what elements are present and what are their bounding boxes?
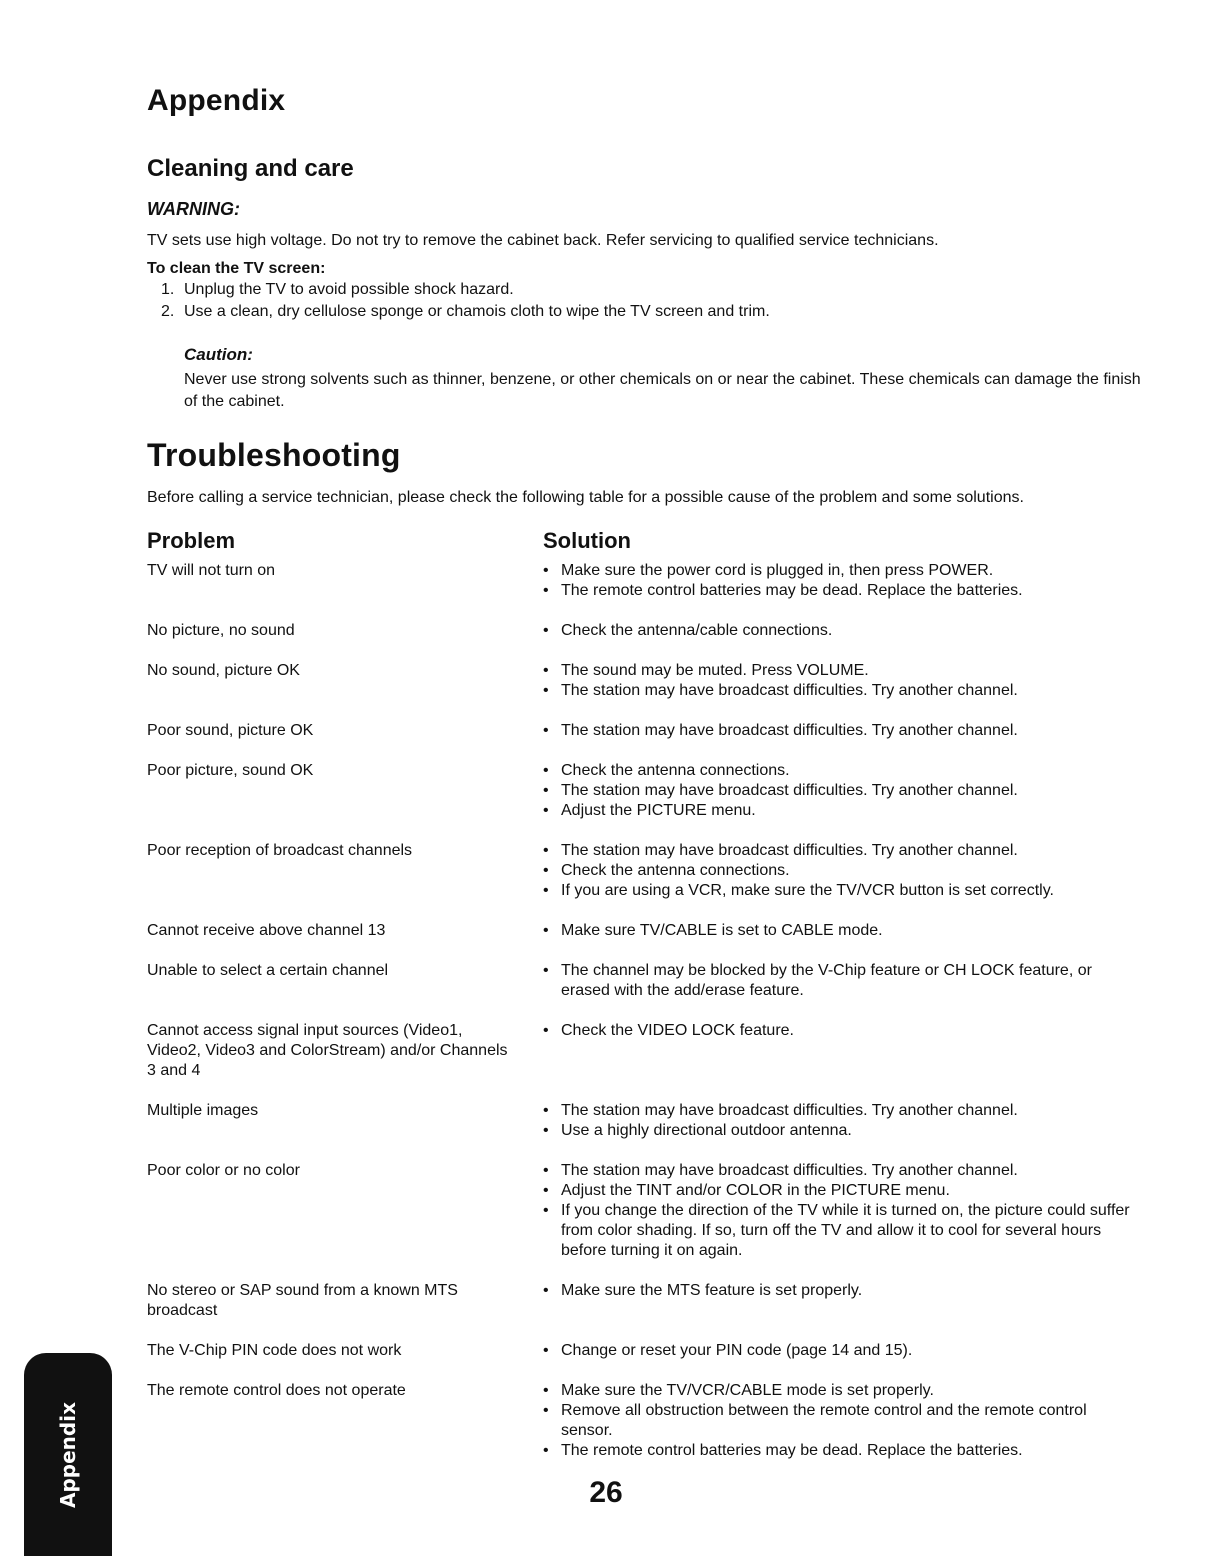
solution-text: The station may have broadcast difficulties. Try another channel.	[561, 682, 1018, 699]
step-text: Use a clean, dry cellulose sponge or chamois cloth to wipe the TV screen and trim.	[184, 303, 770, 320]
solution-item	[543, 961, 1133, 1001]
step-number: 1.	[161, 281, 175, 298]
solution-column-header: Solution	[543, 528, 631, 553]
solution-cell	[543, 561, 1133, 601]
solution-text: The remote control batteries may be dead. Replace the batteries.	[561, 582, 1023, 599]
cleaning-step	[161, 280, 770, 300]
appendix-side-tab	[24, 1353, 112, 1556]
caution-text: Never use strong solvents such as thinner, benzene, or other chemicals on or near the cabinet. These chemicals can damage the finish of the cabinet.	[184, 371, 1141, 410]
bullet-icon: •	[543, 1182, 549, 1199]
solution-text: Change or reset your PIN code (page 14 and 15).	[561, 1342, 913, 1359]
bullet-icon: •	[543, 1282, 549, 1299]
solution-item	[543, 841, 1133, 861]
solution-text: The sound may be muted. Press VOLUME.	[561, 662, 869, 679]
solution-item	[543, 1101, 1133, 1121]
page-title: Appendix	[147, 84, 286, 117]
solution-cell	[543, 721, 1133, 741]
side-tab-label: Appendix	[56, 1402, 80, 1508]
bullet-icon: •	[543, 1342, 549, 1359]
solution-item	[543, 761, 1133, 781]
bullet-icon: •	[543, 582, 549, 599]
bullet-icon: •	[543, 922, 549, 939]
solution-text: If you are using a VCR, make sure the TV/VCR button is set correctly.	[561, 882, 1054, 899]
bullet-icon: •	[543, 1122, 549, 1139]
solution-text: The station may have broadcast difficulties. Try another channel.	[561, 782, 1018, 799]
solution-cell	[543, 661, 1133, 701]
solution-text: Adjust the TINT and/or COLOR in the PICTURE menu.	[561, 1182, 950, 1199]
solution-cell	[543, 841, 1133, 901]
problem-cell: Unable to select a certain channel	[147, 962, 389, 979]
solution-item	[543, 861, 1133, 881]
troubleshooting-intro: Before calling a service technician, please check the following table for a possible cause of the problem and some solutions.	[147, 489, 1024, 506]
bullet-icon: •	[543, 1382, 549, 1399]
solution-cell	[543, 761, 1133, 821]
problem-cell: No stereo or SAP sound from a known MTS broadcast	[147, 1282, 458, 1319]
problem-cell: Poor picture, sound OK	[147, 762, 314, 779]
bullet-icon: •	[543, 662, 549, 679]
clean-screen-heading: To clean the TV screen:	[147, 260, 326, 277]
problem-cell: Poor color or no color	[147, 1162, 300, 1179]
solution-item	[543, 921, 1133, 941]
solution-text: The station may have broadcast difficulties. Try another channel.	[561, 1162, 1018, 1179]
solution-item	[543, 561, 1133, 581]
solution-text: The station may have broadcast difficulties. Try another channel.	[561, 842, 1018, 859]
bullet-icon: •	[543, 722, 549, 739]
solution-item	[543, 1281, 1133, 1301]
solution-cell	[543, 1281, 1133, 1301]
problem-cell: The remote control does not operate	[147, 1382, 406, 1399]
troubleshooting-title: Troubleshooting	[147, 437, 401, 473]
bullet-icon: •	[543, 1162, 549, 1179]
solution-item	[543, 661, 1133, 681]
bullet-icon: •	[543, 962, 549, 979]
cleaning-steps	[161, 280, 770, 322]
solution-cell	[543, 621, 1133, 641]
problem-cell: Poor reception of broadcast channels	[147, 842, 413, 859]
solution-cell	[543, 961, 1133, 1001]
problem-cell: No picture, no sound	[147, 622, 295, 639]
problem-cell: Poor sound, picture OK	[147, 722, 314, 739]
solution-item	[543, 681, 1133, 701]
step-number: 2.	[161, 303, 175, 320]
bullet-icon: •	[543, 562, 549, 579]
bullet-icon: •	[543, 802, 549, 819]
solution-cell	[543, 1381, 1133, 1461]
solution-item	[543, 1021, 1133, 1041]
solution-text: Check the antenna/cable connections.	[561, 622, 833, 639]
solution-item	[543, 1341, 1133, 1361]
bullet-icon: •	[543, 1442, 549, 1459]
solution-item	[543, 581, 1133, 601]
solution-cell	[543, 1021, 1133, 1041]
solution-text: Make sure the power cord is plugged in, then press POWER.	[561, 562, 994, 579]
solution-item	[543, 1401, 1133, 1441]
solution-text: Adjust the PICTURE menu.	[561, 802, 756, 819]
solution-text: Check the VIDEO LOCK feature.	[561, 1022, 794, 1039]
solution-text: The remote control batteries may be dead. Replace the batteries.	[561, 1442, 1023, 1459]
problem-cell: No sound, picture OK	[147, 662, 300, 679]
solution-text: If you change the direction of the TV while it is turned on, the picture could suffer from color shading. If so, turn off the TV and allow it to cool for several hours before turning it on again.	[561, 1202, 1130, 1259]
solution-item	[543, 1381, 1133, 1401]
warning-text: TV sets use high voltage. Do not try to remove the cabinet back. Refer servicing to qualified service technicians.	[147, 232, 939, 249]
solution-text: Check the antenna connections.	[561, 762, 790, 779]
bullet-icon: •	[543, 622, 549, 639]
problem-cell: Cannot receive above channel 13	[147, 922, 386, 939]
solution-cell	[543, 921, 1133, 941]
solution-item	[543, 621, 1133, 641]
solution-cell	[543, 1161, 1133, 1261]
bullet-icon: •	[543, 1402, 549, 1419]
bullet-icon: •	[543, 1202, 549, 1219]
problem-cell: TV will not turn on	[147, 562, 276, 579]
solution-item	[543, 1161, 1133, 1181]
solution-item	[543, 1441, 1133, 1461]
solution-item	[543, 881, 1133, 901]
caution-label: Caution:	[184, 345, 253, 364]
problem-column-header: Problem	[147, 528, 236, 553]
bullet-icon: •	[543, 842, 549, 859]
step-text: Unplug the TV to avoid possible shock hazard.	[184, 281, 514, 298]
warning-label: WARNING:	[147, 199, 240, 219]
bullet-icon: •	[543, 1102, 549, 1119]
problem-cell: The V-Chip PIN code does not work	[147, 1342, 402, 1359]
bullet-icon: •	[543, 862, 549, 879]
bullet-icon: •	[543, 1022, 549, 1039]
solution-item	[543, 1181, 1133, 1201]
solution-text: Check the antenna connections.	[561, 862, 790, 879]
solution-text: The station may have broadcast difficulties. Try another channel.	[561, 1102, 1018, 1119]
solution-item	[543, 1121, 1133, 1141]
cleaning-heading: Cleaning and care	[147, 155, 354, 182]
bullet-icon: •	[543, 682, 549, 699]
problem-cell: Multiple images	[147, 1102, 259, 1119]
page-number: 26	[589, 1476, 623, 1509]
solution-cell	[543, 1101, 1133, 1141]
solution-text: Make sure the TV/VCR/CABLE mode is set properly.	[561, 1382, 934, 1399]
solution-item	[543, 781, 1133, 801]
solution-cell	[543, 1341, 1133, 1361]
solution-text: Remove all obstruction between the remote control and the remote control sensor.	[561, 1402, 1087, 1439]
solution-text: Use a highly directional outdoor antenna.	[561, 1122, 852, 1139]
solution-item	[543, 1201, 1133, 1261]
solution-text: The channel may be blocked by the V-Chip feature or CH LOCK feature, or erased with the add/erase feature.	[561, 962, 1092, 999]
solution-item	[543, 721, 1133, 741]
cleaning-step	[161, 302, 770, 322]
bullet-icon: •	[543, 782, 549, 799]
problem-cell: Cannot access signal input sources (Video1, Video2, Video3 and ColorStream) and/or Channels 3 and 4	[147, 1022, 508, 1079]
bullet-icon: •	[543, 762, 549, 779]
solution-text: The station may have broadcast difficulties. Try another channel.	[561, 722, 1018, 739]
solution-text: Make sure the MTS feature is set properly.	[561, 1282, 863, 1299]
solution-text: Make sure TV/CABLE is set to CABLE mode.	[561, 922, 883, 939]
bullet-icon: •	[543, 882, 549, 899]
solution-item	[543, 801, 1133, 821]
